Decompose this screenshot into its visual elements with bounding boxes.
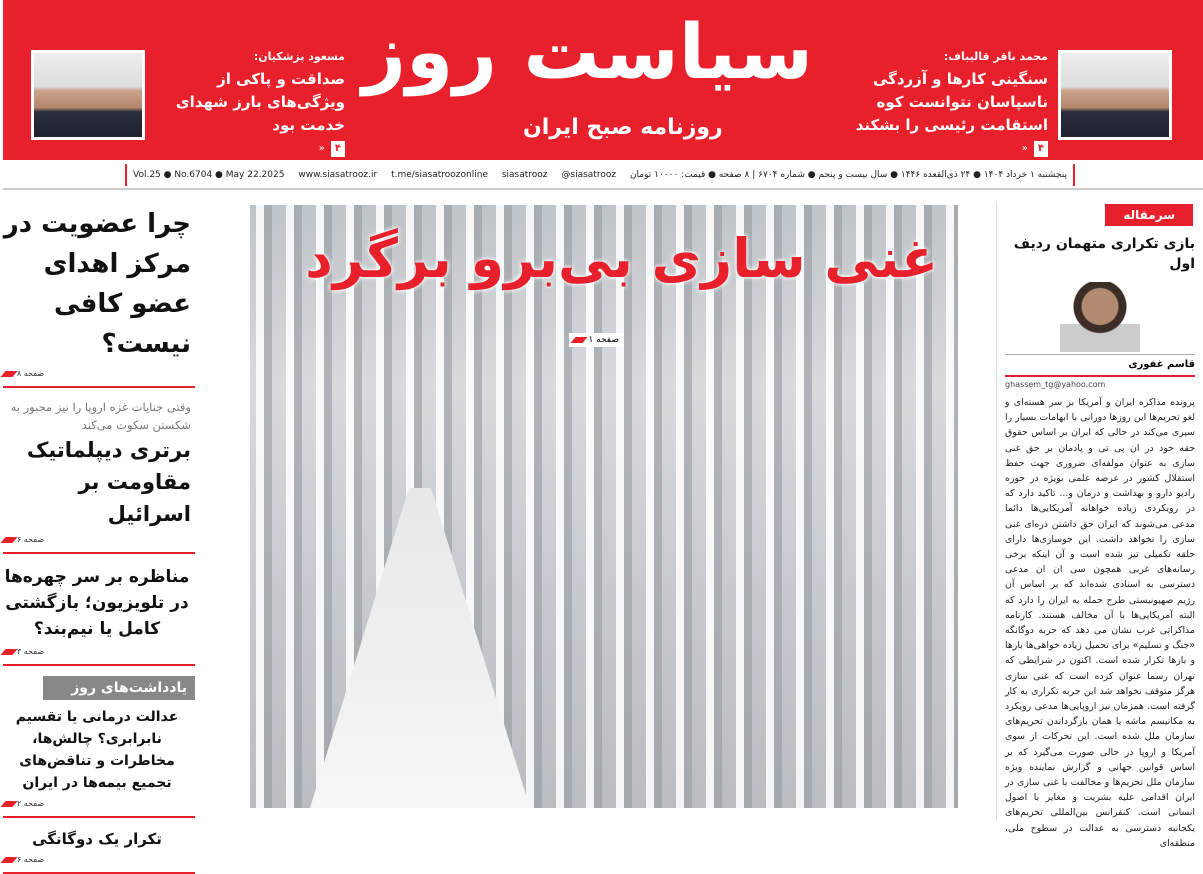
editorial-tag: سرمقاله: [1105, 204, 1193, 226]
masthead-banner: [3, 0, 1203, 160]
logo: [362, 0, 813, 160]
page-number: ۴: [331, 141, 345, 157]
editorial-title[interactable]: بازی تکراری متهمان ردیف اول: [1013, 236, 1195, 272]
quote-page-link[interactable]: [823, 141, 1048, 157]
story-headline: برتری دیپلماتیک مقاومت بر اسرائیل: [26, 438, 191, 526]
double-chevron-icon: «: [318, 143, 325, 154]
main-story-photo[interactable]: [250, 205, 958, 808]
page-link[interactable]: [3, 854, 191, 866]
instagram-handle[interactable]: @siasatrooz: [561, 170, 617, 180]
story-headline: مناظره بر سر چهره‌ها در تلویزیون؛ بازگشتی کامل یا نیم‌بند؟: [4, 567, 190, 639]
page-label: صفحه ۱: [588, 335, 619, 345]
story-headline: چرا عضویت در مرکز اهدای عضو کافی نیست؟: [3, 209, 191, 359]
quote-text: سنگینی کارها و آزردگی ناسپاسان نتوانست کوه استقامت رئیسی را بشکند: [855, 70, 1048, 134]
ghalibaf-photo: [1058, 50, 1172, 140]
corridor-floor: [310, 488, 530, 808]
pezeshkian-photo: [31, 50, 145, 140]
author-name: قاسم غفوری: [1005, 354, 1195, 377]
double-chevron-icon: «: [1021, 143, 1028, 154]
author-email[interactable]: ghassem_tg@yahoo.com: [1005, 380, 1106, 389]
quote-page-link[interactable]: [145, 141, 345, 157]
page-label: صفحه ۳: [17, 647, 45, 656]
page-arrow-icon: [0, 801, 17, 807]
page-link[interactable]: [3, 368, 191, 380]
logo-title: سیاست روز: [362, 7, 813, 96]
issue-info-en: Vol.25 ● No.6704 ● May 22.2025: [133, 170, 285, 180]
main-headline[interactable]: غنی سازی بی‌برو برگرد: [305, 227, 938, 290]
page-link[interactable]: [3, 646, 191, 658]
page-arrow-icon: [0, 537, 17, 543]
header-quote-left[interactable]: [145, 48, 345, 157]
instagram-link[interactable]: siasatrooz: [501, 170, 548, 180]
page-label: صفحه ۲: [17, 799, 45, 808]
note-insurance[interactable]: [3, 706, 195, 818]
divider: [3, 188, 1203, 190]
info-strip: [125, 164, 1075, 186]
page-label: صفحه ۶: [17, 855, 45, 864]
page-arrow-icon: [0, 649, 17, 655]
author-photo: [1060, 282, 1140, 352]
main-page-link[interactable]: [569, 333, 623, 347]
telegram-link[interactable]: t.me/siasatroozonline: [391, 170, 488, 180]
page-arrow-icon: [0, 371, 17, 377]
note-headline: عدالت درمانی یا تقسیم نابرابری؟ چالش‌ها، مخاطرات و تناقض‌های تجمیع بیمه‌ها در ایران: [15, 709, 179, 791]
logo-subtitle: روزنامه صبح ایران: [523, 115, 723, 140]
left-column: [3, 198, 195, 874]
page-label: صفحه ۶: [17, 535, 45, 544]
story-tv-debate[interactable]: [3, 554, 195, 666]
page-arrow-icon: [0, 857, 17, 863]
story-kicker: وقتی جنایات غزه اروپا را نیز مجبور به شکستن سکوت می‌کند: [10, 400, 191, 432]
quote-speaker: محمد باقر قالیباف:: [943, 50, 1048, 63]
page-number: ۴: [1034, 141, 1048, 157]
note-headline: تکرار یک دوگانگی: [32, 830, 162, 848]
notes-section-label: یادداشت‌های روز: [43, 676, 195, 700]
story-organ-donation[interactable]: [3, 198, 195, 388]
page-arrow-icon: [571, 337, 588, 343]
page-link[interactable]: [3, 798, 191, 810]
page-link[interactable]: [3, 534, 191, 546]
header-quote-right[interactable]: [823, 48, 1048, 157]
quote-speaker: مسعود پزشکیان:: [253, 50, 345, 63]
page-label: صفحه ۸: [17, 369, 45, 378]
note-duality[interactable]: [3, 818, 195, 874]
story-diplomacy[interactable]: [3, 388, 195, 554]
issue-info: پنجشنبه ۱ خرداد ۱۴۰۴ ● ۲۴ ذی‌القعده ۱۴۴۶ ● سال بیست و پنجم ● شماره ۶۷۰۴ | ۸ صفحه ● قیمت: ۱۰۰۰۰ تومان: [629, 170, 1067, 180]
editorial-body: پرونده مذاکره ایران و آمریکا بر سر هسته‌ای و لغو تحریم‌ها این روزها دورانی با ابهامات بسیار را سپری می‌کند در حالی که ایران بر اساس حقوق حقه خود در ان پی تی و پادمان بر حق غنی سازی به عنوان مولفه‌ای ضروری جهت حفظ استقلال کشور در عرصه علمی بویژه در حوزه رادیو دارو و بهداشت و درمان و... تاکید دارد که در رویکردی زیاده خواهانه آمریکایی‌ها دائما مدعی می‌شوند که ایران حق داشتن ذره‌ای غنی سازی را نخواهد داشت. این جوسازی‌ها دارای حلقه تکمیلی تیز شده است و آن اینکه برخی رسانه‌های غربی همچون سی ان ان مدعی دسترسی به اسنادی شده‌اند که بر اساس آن رژیم صهیونیستی طرح حمله به ایران را دارد که البته آمریکایی‌ها با آن مخالف هستند. کارنامه مذاکراتی غرب نشان می دهد که حربه دوگانگه «جنگ و تسلیم» برای تحمیل زیاده خواهی‌ها بارها و بارها تکرار شده است. اکنون در شرایطی که تهران رسما عنوان کرده است که غنی سازی هرگز متوقف نخواهد شد این حربه تکراری به کار گرفته است. همزمان نیز اروپایی‌ها مدعی رویکرد به مکانیسم ماشه یا همان بازگرداندن تحریم‌های سازمان ملل شده است. این تحرکات از سوی آمریکا و اروپا در حالی صورت می‌گیرد که بر اساس قوانین جهانی و گزارش نماینده ویژه سازمان ملل تحریم‌ها و مخالفت با غنی سازی در ایران اقدامی علیه بشریت و مغایر با اصول انسانی است. کنفرانس بین‌المللی تحریم‌های یکجانبه دسترسی به عدالت در سطوح ملی، منطقه‌ای: [1005, 397, 1195, 849]
quote-text: صداقت و پاکی از ویژگی‌های بارز شهدای خدمت بود: [175, 70, 345, 134]
website-link[interactable]: www.siasatrooz.ir: [298, 170, 378, 180]
editorial-column: [996, 202, 1203, 849]
